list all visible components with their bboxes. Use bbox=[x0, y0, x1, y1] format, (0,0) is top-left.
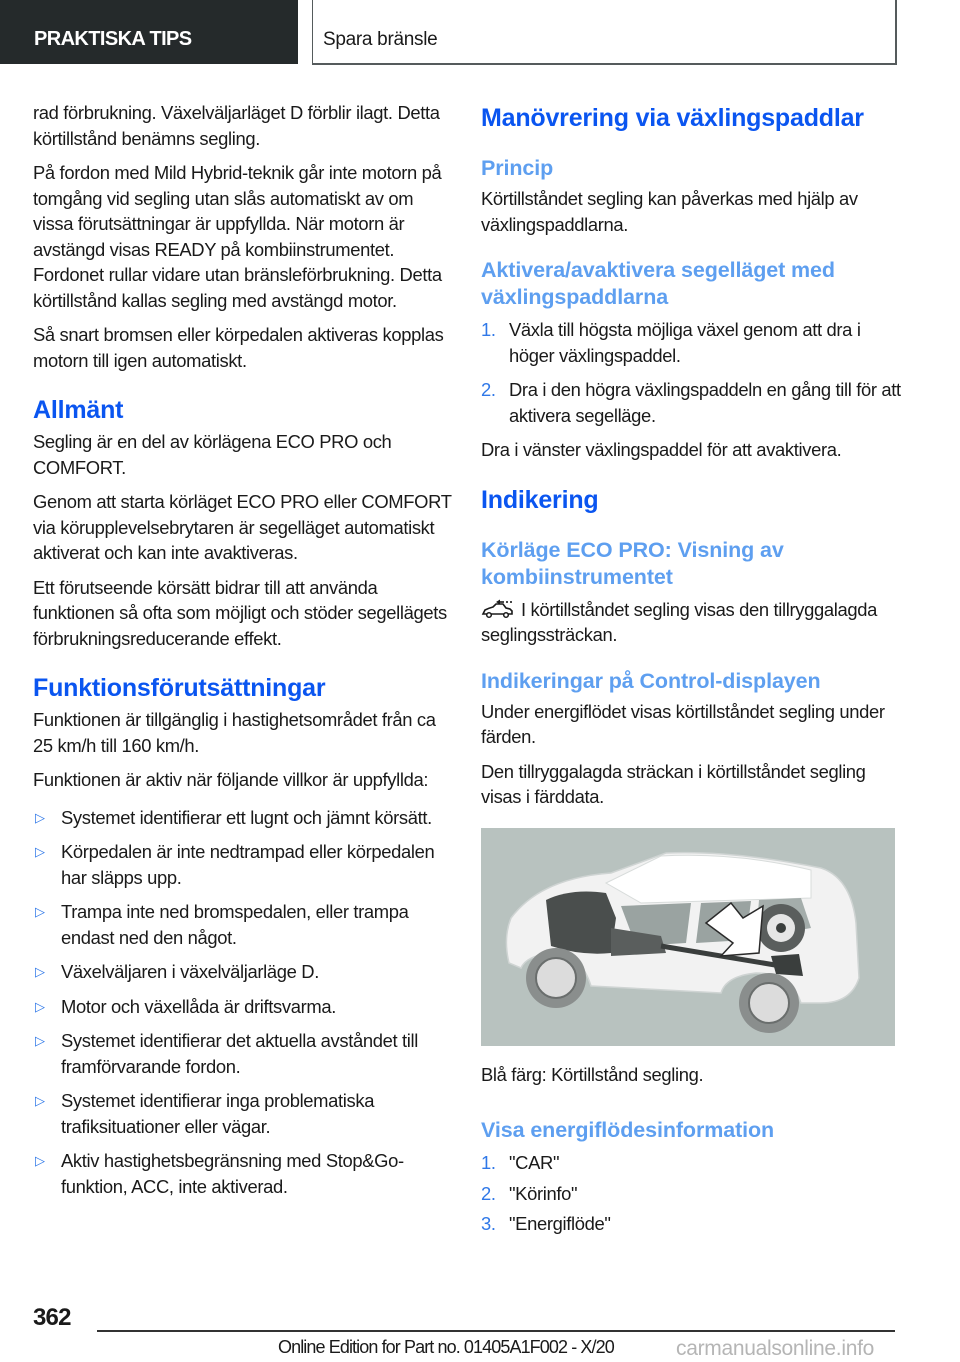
heading-aktivera: Aktivera/avaktivera segelläget med växlingspaddlarna bbox=[481, 258, 835, 309]
step-number: 1. bbox=[481, 319, 496, 340]
paragraph: rad förbrukning. Växelväljarläget D förblir ilagt. Detta körtillstånd benämns segling. bbox=[33, 102, 440, 149]
energy-flow-steps bbox=[481, 1150, 901, 1237]
list-item: 1. Växla till högsta möjliga växel genom att dra i höger växlingspaddel. bbox=[481, 319, 861, 366]
heading-allmant: Allmänt bbox=[33, 396, 124, 424]
paragraph: På fordon med Mild Hybrid-teknik går inte motorn på tomgång vid segling utan slås automatiskt av om vissa förutsättningar är uppfyllda. När motorn är avstängd visas READY på kombiinstrumentet. Fordonet rullar vidare utan bränsleförbrukning. Detta körtillstånd kallas segling med avstängd motor. bbox=[33, 162, 442, 311]
paragraph: I körtillståndet segling visas den tillryggalagda seglingssträckan. bbox=[481, 598, 877, 645]
list-item: ▷ Aktiv hastighetsbegränsning med Stop&Go-funktion, ACC, inte aktiverad. bbox=[35, 1150, 404, 1197]
step-number: 2. bbox=[481, 379, 496, 400]
subsection-tab bbox=[312, 0, 897, 65]
heading-manovrering: Manövrering via växlingspaddlar bbox=[481, 104, 864, 132]
triangle-bullet-icon: ▷ bbox=[35, 1033, 45, 1048]
triangle-bullet-icon: ▷ bbox=[35, 809, 45, 825]
list-item: ▷ Systemet identifierar inga problematiska trafiksituationer eller vägar. bbox=[35, 1090, 375, 1137]
car-coasting-figure bbox=[481, 828, 895, 1046]
paragraph: Funktionen är aktiv när följande villkor är uppfyllda: bbox=[33, 769, 429, 790]
list-item: 1. "CAR" bbox=[481, 1150, 901, 1176]
right-column bbox=[481, 103, 901, 1242]
section-title: PRAKTISKA TIPS bbox=[34, 28, 192, 50]
subsection-title: Spara bränsle bbox=[323, 29, 438, 50]
list-item: ▷ Trampa inte ned bromspedalen, eller trampa endast ned den något. bbox=[35, 901, 409, 948]
list-item: 2. Dra i den högra växlingspaddeln en gång till för att aktivera segelläge. bbox=[481, 379, 901, 426]
step-number: 2. bbox=[481, 1182, 496, 1204]
activate-steps bbox=[481, 317, 901, 428]
triangle-bullet-icon: ▷ bbox=[35, 904, 45, 919]
paragraph: Funktionen är tillgänglig i hastighetsområdet från ca 25 km/h till 160 km/h. bbox=[33, 709, 436, 756]
paragraph: Genom att starta körläget ECO PRO eller COMFORT via körupplevelsebrytaren är segelläget automatiskt aktiverat och kan inte avaktiveras. bbox=[33, 491, 452, 563]
left-column bbox=[33, 100, 453, 1208]
paragraph: Segling är en del av körlägena ECO PRO och COMFORT. bbox=[33, 431, 392, 478]
list-item: 2. "Körinfo" bbox=[481, 1181, 901, 1207]
triangle-bullet-icon: ▷ bbox=[35, 844, 45, 859]
heading-control-display: Indikeringar på Control-displayen bbox=[481, 668, 821, 693]
paragraph: Under energiflödet visas körtillståndet segling under färden. bbox=[481, 700, 885, 747]
heading-ecopro: Körläge ECO PRO: Visning av kombiinstrumentet bbox=[481, 537, 784, 589]
list-item: ▷ Motor och växellåda är driftsvarma. bbox=[33, 994, 453, 1020]
section-tab bbox=[0, 0, 298, 64]
heading-princip: Princip bbox=[481, 156, 554, 180]
watermark: carmanualsonline.info bbox=[676, 1337, 874, 1360]
conditions-list bbox=[33, 805, 453, 1200]
list-item: ▷ Systemet identifierar ett lugnt och jämnt körsätt. bbox=[33, 805, 453, 831]
footer-divider bbox=[97, 1330, 895, 1332]
heading-indikering: Indikering bbox=[481, 485, 599, 514]
step-number: 1. bbox=[481, 1152, 496, 1173]
page-number: 362 bbox=[33, 1304, 71, 1331]
paragraph: Körtillståndet segling kan påverkas med hjälp av växlingspaddlarna. bbox=[481, 188, 858, 235]
list-item: ▷ Körpedalen är inte nedtrampad eller körpedalen har släpps upp. bbox=[35, 841, 435, 888]
paragraph: Ett förutseende körsätt bidrar till att använda funktionen så ofta som möjligt och stöder segellägets förbrukningsreducerande effekt. bbox=[33, 576, 447, 649]
list-item: ▷ Systemet identifierar det aktuella avståndet till framförvarande fordon. bbox=[35, 1030, 418, 1077]
triangle-bullet-icon: ▷ bbox=[35, 1093, 45, 1108]
paragraph: Dra i vänster växlingspaddel för att avaktivera. bbox=[481, 439, 842, 460]
triangle-bullet-icon: ▷ bbox=[35, 964, 45, 979]
paragraph: Så snart bromsen eller körpedalen aktiveras kopplas motorn till igen automatiskt. bbox=[33, 324, 444, 371]
edition-text: Online Edition for Part no. 01405A1F002 - X/20 bbox=[278, 1337, 614, 1357]
list-item: 3. "Energiflöde" bbox=[481, 1211, 901, 1237]
coasting-car-icon bbox=[481, 599, 515, 619]
heading-funktionsforutsattningar: Funktionsförutsättningar bbox=[33, 674, 326, 702]
figure-caption: Blå färg: Körtillstånd segling. bbox=[481, 1063, 704, 1085]
paragraph: Den tillryggalagda sträckan i körtillståndet segling visas i färddata. bbox=[481, 760, 866, 807]
step-number: 3. bbox=[481, 1213, 496, 1234]
heading-energiflode: Visa energiflödesinformation bbox=[481, 1118, 775, 1142]
triangle-bullet-icon: ▷ bbox=[35, 998, 45, 1014]
list-item: ▷ Växelväljaren i växelväljarläge D. bbox=[33, 959, 453, 985]
triangle-bullet-icon: ▷ bbox=[35, 1153, 45, 1168]
